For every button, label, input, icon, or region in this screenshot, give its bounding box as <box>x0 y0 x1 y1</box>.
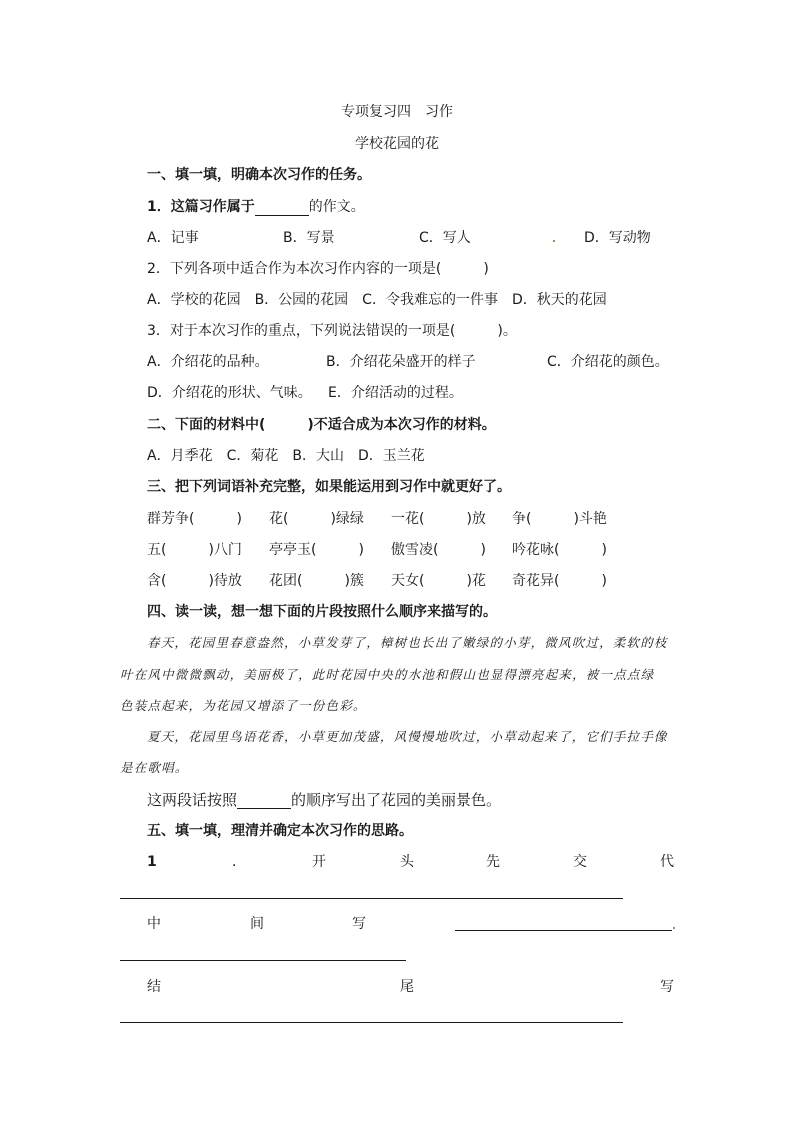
q1-stem <box>147 198 365 216</box>
section-1-heading: 一、填一填，明确本次习作的任务。 <box>147 167 371 183</box>
q3-option-e: E．介绍活动的过程。 <box>328 385 463 401</box>
stray-mark <box>553 240 555 242</box>
opening-answer-line[interactable] <box>120 898 623 899</box>
order-blank[interactable] <box>237 794 291 809</box>
s5-line1-2: ． <box>232 854 246 870</box>
middle-answer-line[interactable] <box>455 930 672 931</box>
idiom-3-3: 天女( )花 <box>391 573 486 589</box>
idiom-1-4: 争( )斗艳 <box>512 511 607 527</box>
q1-option-a: A．记事 <box>147 230 199 246</box>
q2-stem: 2．下列各项中适合作为本次习作内容的一项是( ) <box>147 261 489 277</box>
section-2-heading: 二、下面的材料中( )不适合成为本次习作的材料。 <box>147 417 496 433</box>
section-4-heading: 四、读一读，想一想下面的片段按照什么顺序来描写的。 <box>147 604 497 620</box>
passage-2-line-1: 夏天，花园里鸟语花香，小草更加茂盛，风慢慢地吹过，小草动起来了，它们手拉手像 <box>147 729 668 744</box>
s5-line1-5: 先 <box>486 854 500 870</box>
idiom-2-4: 吟花咏( ) <box>512 542 607 558</box>
middle-answer-line-2[interactable] <box>120 960 406 961</box>
section-5-heading: 五、填一填，理清并确定本次习作的思路。 <box>147 823 413 839</box>
q1-blank[interactable] <box>255 201 309 216</box>
idiom-2-3: 傲雪凌( ) <box>391 542 486 558</box>
s5-line1-3: 开 <box>312 854 326 870</box>
s5-line3-1: 结 <box>147 979 161 995</box>
q1-option-b: B．写景 <box>283 230 335 246</box>
q2-options: A．学校的花园 B．公园的花园 C．令我难忘的一件事 D．秋天的花园 <box>147 292 607 308</box>
s5-line2-1: 中 <box>147 916 161 932</box>
q3-stem: 3．对于本次习作的重点，下列说法错误的一项是( )。 <box>147 323 517 339</box>
q3-option-d: D．介绍花的形状、气味。 <box>147 385 312 401</box>
section-2-options: A．月季花 C．菊花 B．大山 D．玉兰花 <box>147 448 425 464</box>
s4-q-post: 的顺序写出了花园的美丽景色。 <box>291 791 502 809</box>
q1-option-d: D．写动物 <box>584 230 651 246</box>
passage-1-line-3: 色装点起来，为花园又增添了一份色彩。 <box>120 698 367 713</box>
s5-line2-2: 间 <box>250 916 264 932</box>
passage-1-line-2: 叶在风中微微飘动，美丽极了，此时花园中央的水池和假山也显得漂亮起来，被一点点绿 <box>120 667 655 682</box>
passage-1-line-1: 春天，花园里春意盎然，小草发芽了，樟树也长出了嫩绿的小芽，微风吹过，柔软的枝 <box>147 635 668 650</box>
s5-line2-3: 写 <box>352 916 366 932</box>
stray-mark-2 <box>673 927 675 929</box>
idiom-2-1: 五( )八门 <box>147 542 242 558</box>
section-4-question <box>147 791 501 809</box>
idiom-1-1: 群芳争( ) <box>147 511 242 527</box>
q1-post: 的作文。 <box>308 199 365 215</box>
idiom-2-2: 亭亭玉( ) <box>269 542 364 558</box>
idiom-1-2: 花( )绿绿 <box>269 511 364 527</box>
q3-option-c: C．介绍花的颜色。 <box>547 354 669 370</box>
passage-2-line-2: 是在歌唱。 <box>120 760 189 775</box>
page-title: 专项复习四 习作 <box>341 104 453 120</box>
s5-line1-7: 代 <box>660 854 674 870</box>
q1-option-c: C．写人 <box>419 230 471 246</box>
q3-option-b: B．介绍花朵盛开的样子 <box>326 354 476 370</box>
s4-q-pre: 这两段话按照 <box>147 791 238 809</box>
idiom-3-1: 含( )待放 <box>147 573 242 589</box>
s5-line1-6: 交 <box>573 854 587 870</box>
s5-line1-1: 1 <box>147 854 157 870</box>
idiom-1-3: 一花( )放 <box>391 511 486 527</box>
section-3-heading: 三、把下列词语补充完整，如果能运用到习作中就更好了。 <box>147 479 511 495</box>
q3-option-a: A．介绍花的品种。 <box>147 354 269 370</box>
s5-line3-2: 尾 <box>400 979 414 995</box>
s5-line3-3: 写 <box>660 979 674 995</box>
s5-line1-4: 头 <box>400 854 414 870</box>
idiom-3-4: 奇花异( ) <box>512 573 607 589</box>
q1-pre: 1．这篇习作属于 <box>147 199 255 215</box>
idiom-3-2: 花团( )簇 <box>269 573 364 589</box>
ending-answer-line[interactable] <box>120 1022 623 1023</box>
page-subtitle: 学校花园的花 <box>355 136 439 152</box>
